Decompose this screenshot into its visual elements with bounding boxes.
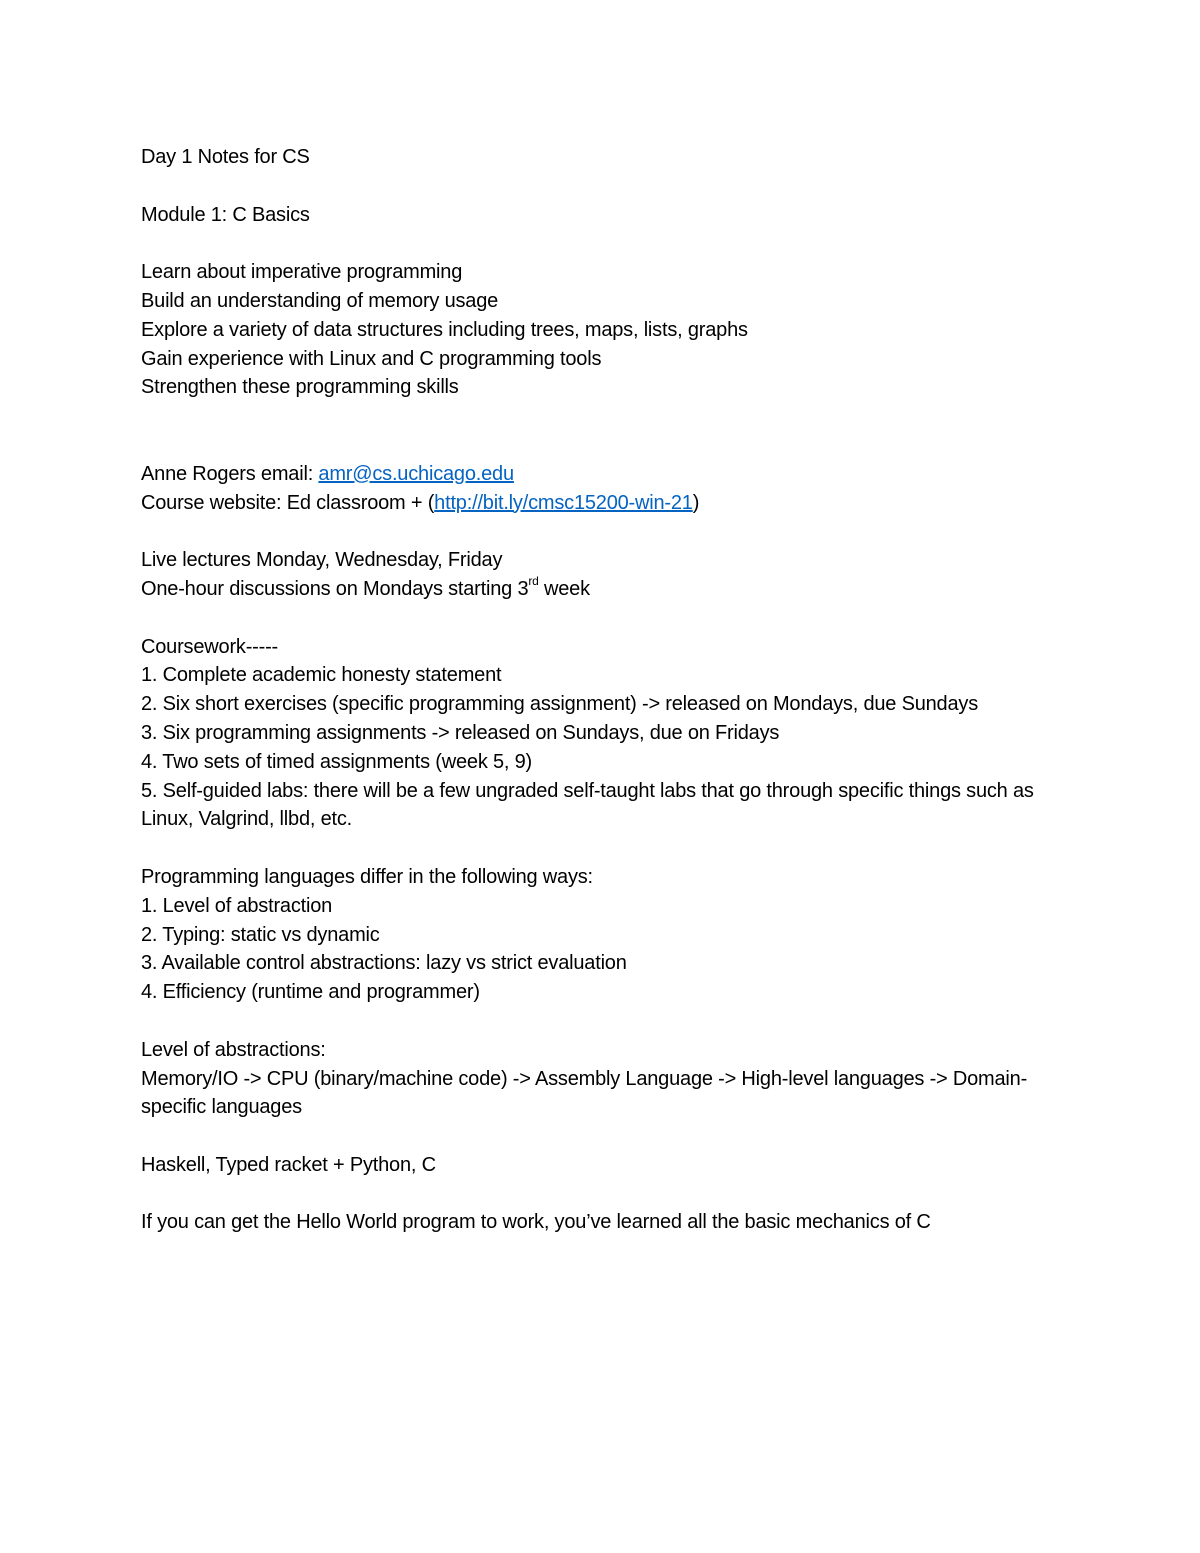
email-link[interactable]: amr@cs.uchicago.edu <box>318 462 514 485</box>
coursework-item: 1. Complete academic honesty statement <box>141 664 502 687</box>
website-label: Course website: Ed classroom + ( <box>141 491 435 514</box>
spacer <box>141 1007 1071 1036</box>
spacer <box>141 604 1071 633</box>
spacer <box>141 172 1071 201</box>
coursework-item: 4. Two sets of timed assignments (week 5, 9) <box>141 750 533 773</box>
spacer <box>141 1180 1071 1209</box>
goal-item: Build an understanding of memory usage <box>141 289 499 312</box>
email-label: Anne Rogers email: <box>141 462 319 485</box>
languages-list: Haskell, Typed racket + Python, C <box>141 1153 436 1176</box>
coursework-item: 2. Six short exercises (specific programming assignment) -> released on Mondays, due Sundays <box>141 693 979 716</box>
spacer <box>141 402 1071 431</box>
coursework-item: 5. Self-guided labs: there will be a few ungraded self-taught labs that go through specific things such as Linux, Valgrind, llbd, etc. <box>141 779 1034 831</box>
goal-item: Learn about imperative programming <box>141 261 463 284</box>
discussions-line <box>141 575 1071 604</box>
discussions-prefix: One-hour discussions on Mondays starting 3 <box>141 577 529 600</box>
abstractions-text: Memory/IO -> CPU (binary/machine code) -> Assembly Language -> High-level languages -> Domain-specific languages <box>141 1067 1028 1119</box>
lectures-line: Live lectures Monday, Wednesday, Friday <box>141 549 503 572</box>
closing-line: If you can get the Hello World program to work, you’ve learned all the basic mechanics of C <box>141 1211 931 1234</box>
goal-item: Explore a variety of data structures including trees, maps, lists, graphs <box>141 318 748 341</box>
website-line <box>141 489 1071 518</box>
spacer <box>141 1122 1071 1151</box>
ordinal-superscript: rd <box>528 574 539 589</box>
goal-item: Strengthen these programming skills <box>141 376 459 399</box>
document-title: Day 1 Notes for CS <box>141 146 310 168</box>
spacer <box>141 229 1071 258</box>
discussions-suffix: week <box>538 577 590 600</box>
spacer <box>141 431 1071 460</box>
abstractions-heading: Level of abstractions: <box>141 1038 326 1061</box>
module-heading: Module 1: C Basics <box>141 203 310 226</box>
email-line <box>141 460 1071 489</box>
spacer <box>141 834 1071 863</box>
spacer <box>141 517 1071 546</box>
languages-heading: Programming languages differ in the following ways: <box>141 865 593 888</box>
website-link[interactable]: http://bit.ly/cmsc15200-win-21 <box>434 491 693 514</box>
goal-item: Gain experience with Linux and C programming tools <box>141 347 602 370</box>
languages-item: 1. Level of abstraction <box>141 894 333 917</box>
coursework-item: 3. Six programming assignments -> released on Sundays, due on Fridays <box>141 721 780 744</box>
document-body <box>141 143 1071 1237</box>
languages-item: 2. Typing: static vs dynamic <box>141 923 380 946</box>
website-suffix: ) <box>692 491 700 514</box>
languages-item: 4. Efficiency (runtime and programmer) <box>141 981 480 1004</box>
coursework-heading: Coursework----- <box>141 635 279 658</box>
languages-item: 3. Available control abstractions: lazy vs strict evaluation <box>141 952 627 975</box>
